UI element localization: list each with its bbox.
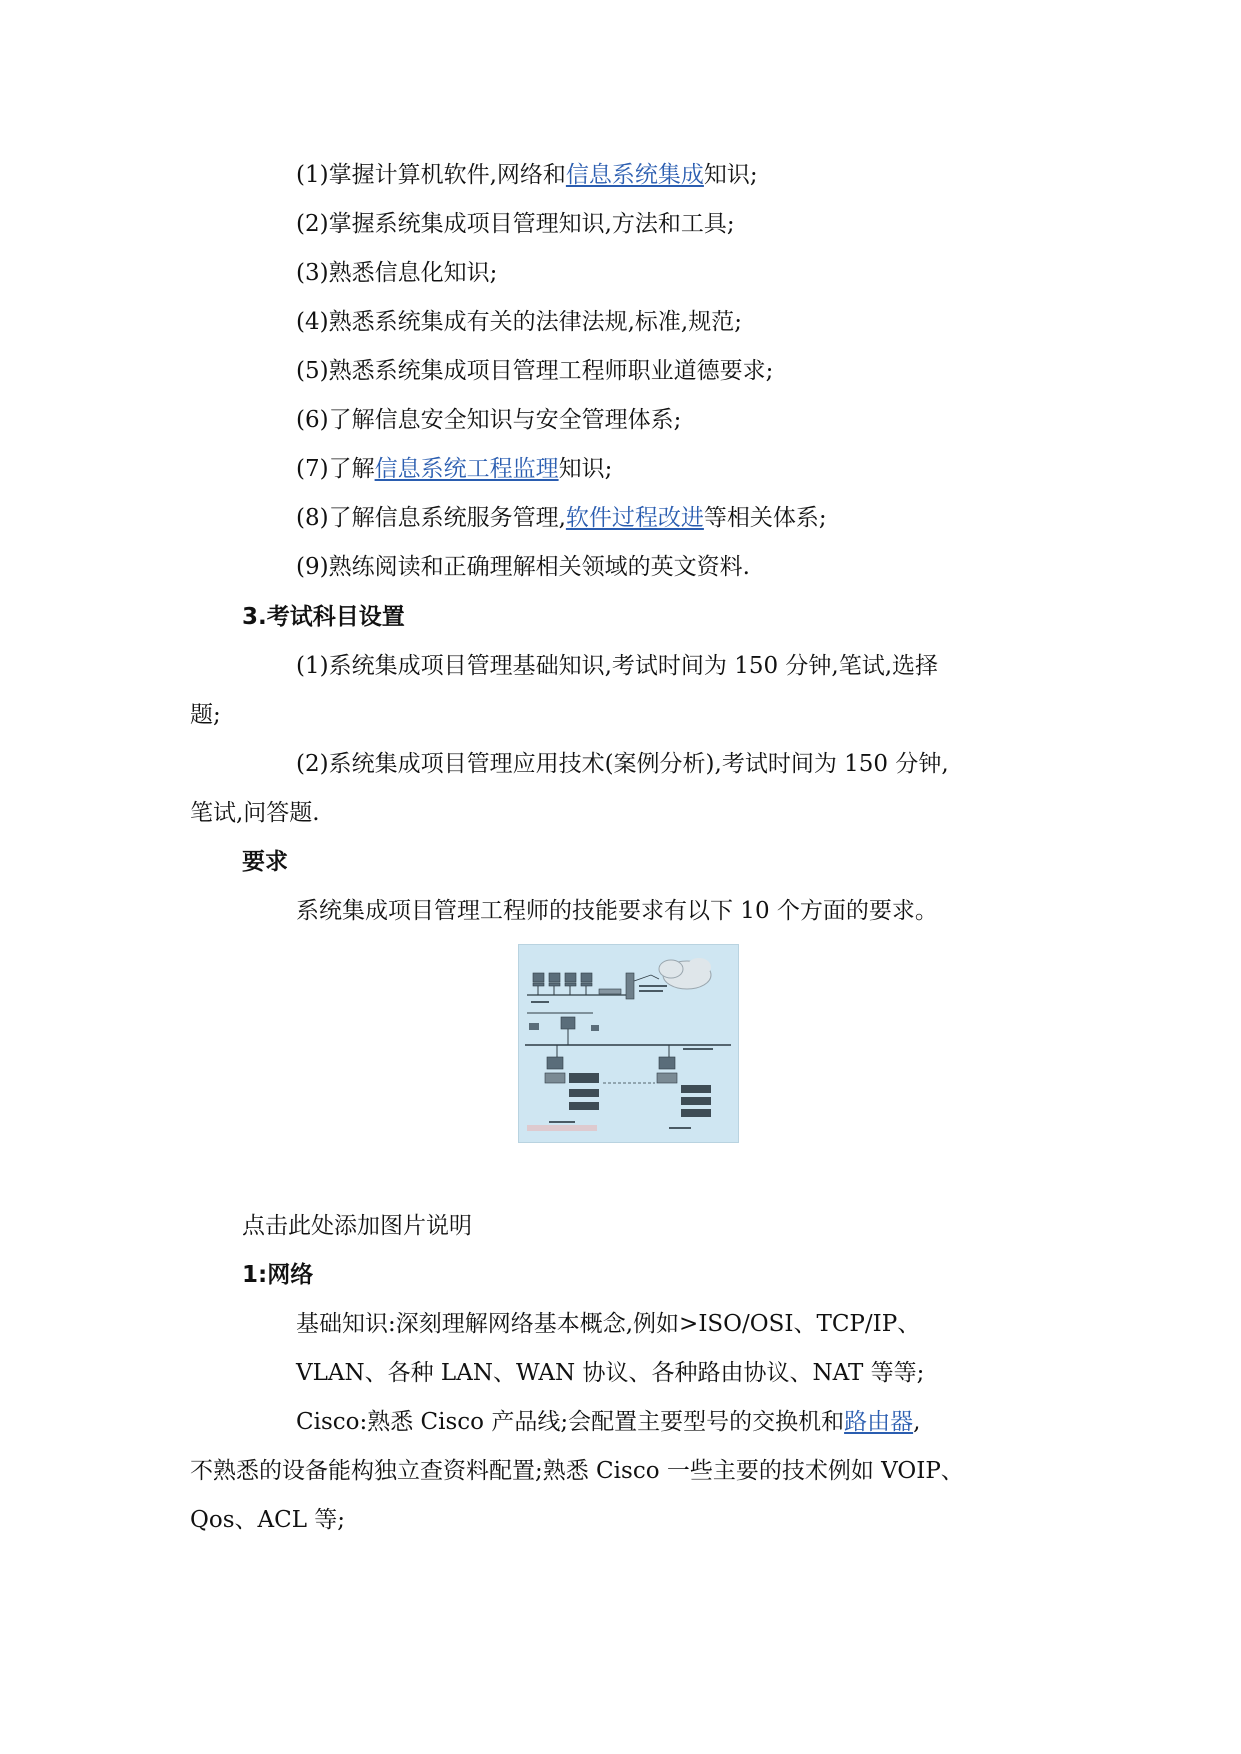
cisco-text: , [913,1409,921,1435]
network-basics-line-2: VLAN、各种 LAN、WAN 协议、各种路由协议、NAT 等等; [296,1360,925,1386]
list-item-2 [296,209,735,239]
cisco-text: Cisco:熟悉 Cisco 产品线;会配置主要型号的交换机和 [296,1409,845,1435]
network-heading: 1:网络 [242,1262,314,1288]
link-information-system-supervision[interactable]: 信息系统工程监理 [374,456,559,482]
exam-subject-2-line-2: 笔试,问答题. [190,800,320,826]
exam-subject-2-line-1: (2)系统集成项目管理应用技术(案例分析),考试时间为 150 分钟, [296,751,949,777]
list-item-8 [296,503,827,533]
list-item-text: (1)掌握计算机软件,网络和 [296,162,566,188]
list-item-text: 等相关体系; [703,505,827,531]
cisco-line-1 [296,1407,920,1437]
link-software-process-improvement[interactable]: 软件过程改进 [565,505,704,531]
list-item-6 [296,405,681,435]
list-item-text: 知识; [703,162,758,188]
list-item-text: (4)熟悉系统集成有关的法律法规,标准,规范; [296,309,742,335]
requirements-intro: 系统集成项目管理工程师的技能要求有以下 10 个方面的要求。 [296,898,938,924]
list-item-text: (9)熟练阅读和正确理解相关领域的英文资料. [296,554,750,580]
list-item-text: (8)了解信息系统服务管理, [296,505,566,531]
list-item-text: (6)了解信息安全知识与安全管理体系; [296,407,682,433]
network-diagram-image [518,944,739,1143]
list-item-text: 知识; [558,456,613,482]
list-item-text: (5)熟悉系统集成项目管理工程师职业道德要求; [296,358,774,384]
cisco-line-3: Qos、ACL 等; [190,1507,346,1533]
link-router[interactable]: 路由器 [844,1409,914,1435]
link-information-system-integration[interactable]: 信息系统集成 [565,162,704,188]
exam-subject-1-line-1: (1)系统集成项目管理基础知识,考试时间为 150 分钟,笔试,选择 [296,653,939,679]
list-item-text: (2)掌握系统集成项目管理知识,方法和工具; [296,211,735,237]
list-item-text: (3)熟悉信息化知识; [296,260,498,286]
list-item-text: (7)了解 [296,456,375,482]
list-item-3 [296,258,497,288]
list-item-1 [296,160,758,190]
requirements-heading: 要求 [242,849,288,875]
network-diagram-drawing [519,945,738,1142]
cisco-line-2: 不熟悉的设备能构独立查资料配置;熟悉 Cisco 一些主要的技术例如 VOIP、 [190,1458,964,1484]
list-item-7 [296,454,612,484]
network-basics-line-1: 基础知识:深刻理解网络基本概念,例如>ISO/OSI、TCP/IP、 [296,1311,921,1337]
list-item-5 [296,356,773,386]
figure-caption[interactable]: 点击此处添加图片说明 [242,1213,472,1239]
list-item-4 [296,307,742,337]
section-3-heading: 3.考试科目设置 [242,604,405,630]
list-item-9 [296,552,750,582]
exam-subject-1-line-2: 题; [190,702,221,728]
